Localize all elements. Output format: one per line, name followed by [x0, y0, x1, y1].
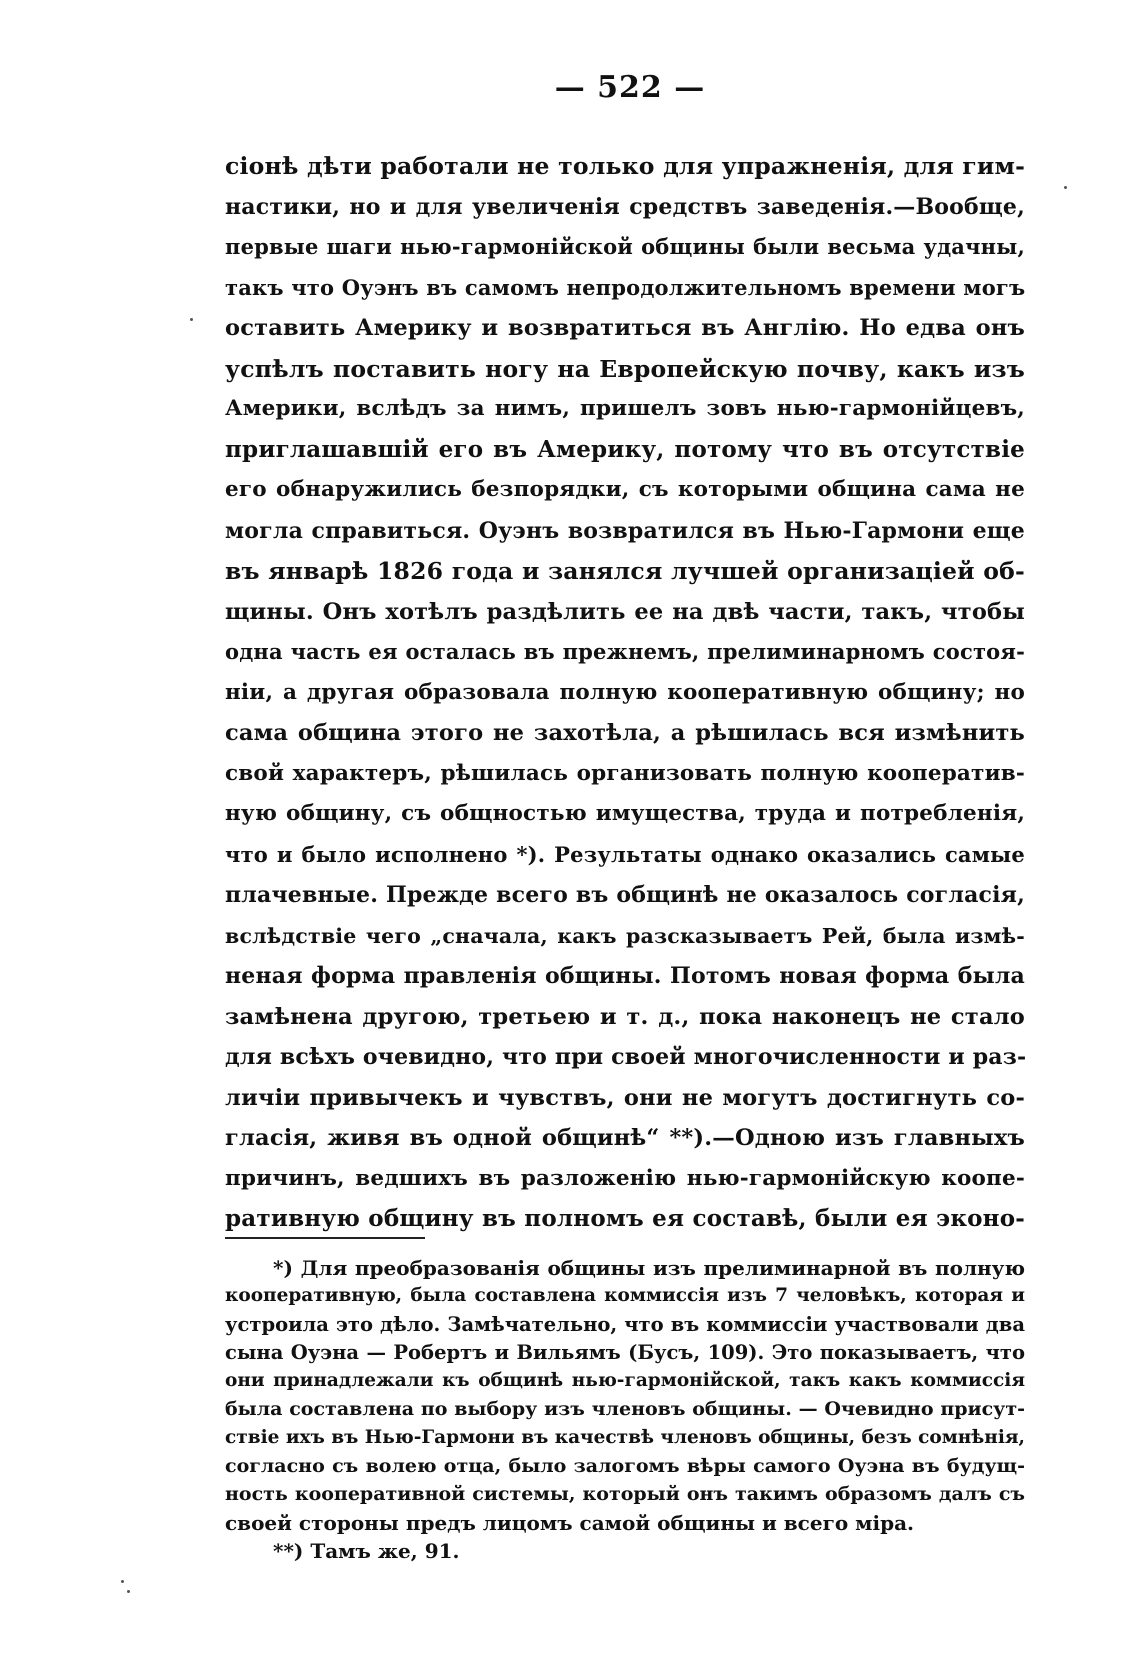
print-speck	[121, 1580, 124, 1583]
footnote-line: была составлена по выбору изъ членовъ общины. — Очевидно присут-	[225, 1398, 1025, 1421]
text-line: настики, но и для увеличенія средствъ заведенія.—Вообще,	[225, 193, 1025, 220]
footnote-line: согласно съ волею отца, было залогомъ вѣры самого Оуэна въ будущ-	[225, 1455, 1025, 1478]
footnote-line: они принадлежали къ общинѣ нью-гармонійской, такъ какъ коммиссія	[225, 1370, 1025, 1392]
text-line: одна часть ея осталась въ прежнемъ, прелиминарномъ состоя-	[225, 639, 1025, 664]
text-line: что и было исполнено *). Результаты однако оказались самые	[225, 841, 1025, 867]
footnote-line: сына Оуэна — Робертъ и Вильямъ (Бусъ, 109). Это показываетъ, что	[225, 1340, 1025, 1364]
footnote-line: устроила это дѣло. Замѣчательно, что въ коммиссіи участвовали два	[225, 1312, 1025, 1336]
footnote-divider	[225, 1237, 425, 1239]
text-line: Америки, вслѣдъ за нимъ, пришелъ зовъ нью-гармонійцевъ,	[225, 396, 1025, 421]
text-line: гласія, живя въ одной общинѣ“ **).—Одною изъ главныхъ	[225, 1125, 1025, 1151]
text-line: неная форма правленія общины. Потомъ новая форма была	[225, 963, 1025, 989]
text-line: успѣлъ поставить ногу на Европейскую почву, какъ изъ	[225, 354, 1025, 383]
text-line: такъ что Оуэнъ въ самомъ непродолжительномъ времени могъ	[225, 274, 1026, 300]
page-number: — 522 —	[554, 70, 706, 105]
text-line: оставить Америку и возвратиться въ Англію. Но едва онъ	[225, 315, 1025, 341]
text-line: ративную общину въ полномъ ея составѣ, были ея эконо-	[225, 1205, 1025, 1232]
text-line: замѣнена другою, третьею и т. д., пока наконецъ не стало	[225, 1003, 1025, 1030]
text-line: свой характеръ, рѣшилась организовать полную кооператив-	[225, 760, 1025, 786]
print-speck	[127, 1590, 130, 1593]
text-line: сама община этого не захотѣла, а рѣшилась вся измѣнить	[225, 720, 1025, 746]
footnotes	[225, 1254, 1025, 1565]
footnote-line: ность кооперативной системы, который онъ такимъ образомъ далъ съ	[225, 1483, 1025, 1506]
footnote-line: *) Для преобразованія общины изъ прелиминарной въ полную	[273, 1256, 1025, 1280]
footnote-line: кооперативную, была составлена коммиссія изъ 7 человѣкъ, которая и	[225, 1285, 1025, 1307]
text-line: могла справиться. Оуэнъ возвратился въ Нью-Гармони еще	[225, 517, 1025, 544]
text-line: приглашавшій его въ Америку, потому что въ отсутствіе	[225, 435, 1025, 463]
text-line: щины. Онъ хотѣлъ раздѣлить ее на двѣ части, такъ, чтобы	[225, 598, 1025, 625]
main-text	[225, 146, 1025, 1240]
footnote-line: ствіе ихъ въ Нью-Гармони въ качествѣ членовъ общины, безъ сомнѣнія,	[225, 1426, 1025, 1448]
footnote-line: **) Тамъ же, 91.	[273, 1538, 460, 1563]
text-line: первые шаги нью-гармонійской общины были весьма удачны,	[225, 234, 1025, 259]
text-line: его обнаружились безпорядки, съ которыми община сама не	[225, 477, 1025, 502]
footnote-line: своей стороны предъ лицомъ самой общины и всего міра.	[225, 1510, 915, 1535]
text-line: вслѣдствіе чего „сначала, какъ разсказываетъ Рей, была измѣ-	[225, 923, 1025, 948]
print-speck	[1064, 186, 1067, 189]
text-line: плачевные. Прежде всего въ общинѣ не оказалось согласія,	[225, 882, 1025, 908]
text-line: для всѣхъ очевидно, что при своей многочисленности и раз-	[225, 1044, 1027, 1070]
text-line: личіи привычекъ и чувствъ, они не могутъ достигнуть со-	[225, 1084, 1025, 1111]
text-line: причинъ, ведшихъ въ разложенію нью-гармонійскую коопе-	[225, 1165, 1025, 1191]
text-line: сіонѣ дѣти работали не только для упражненія, для гим-	[225, 152, 1026, 180]
text-line: въ январѣ 1826 года и занялся лучшей организаціей об-	[225, 557, 1025, 585]
print-speck	[190, 318, 193, 321]
text-line: ную общину, съ общностью имущества, труда и потребленія,	[225, 801, 1025, 826]
text-line: ніи, а другая образовала полную кооперативную общину; но	[225, 679, 1025, 705]
